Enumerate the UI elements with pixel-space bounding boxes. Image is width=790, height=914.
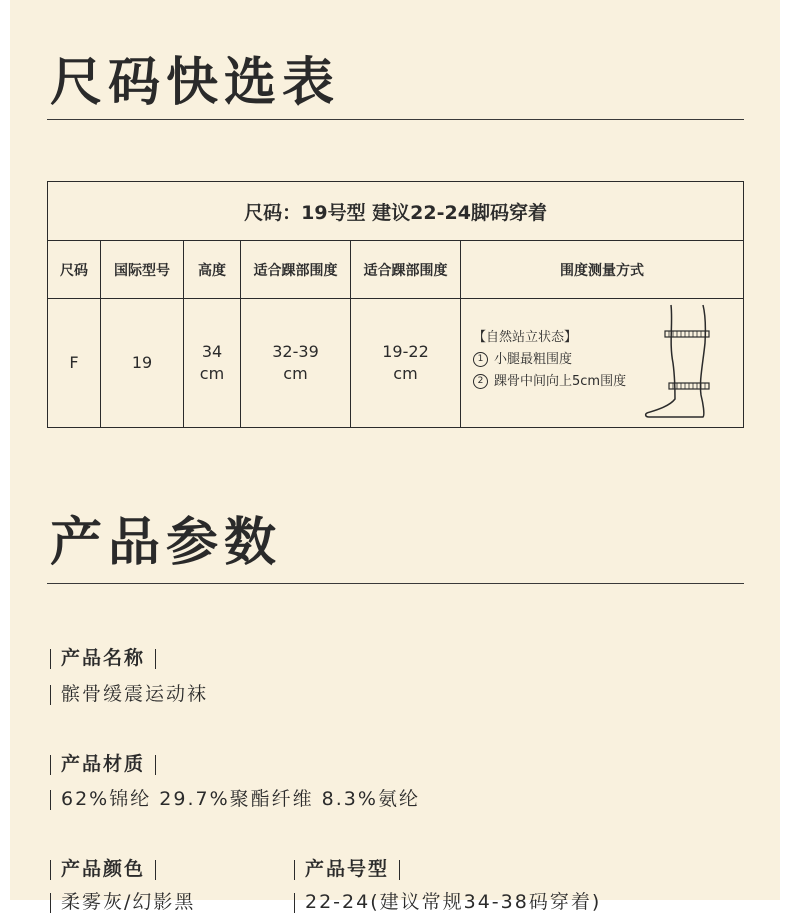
name-label: 产品名称	[61, 647, 146, 669]
params-divider	[47, 583, 744, 584]
cell-ankle	[351, 299, 461, 428]
label-bar	[50, 649, 51, 669]
label-bar	[294, 860, 295, 880]
params-title: 产品参数	[50, 513, 283, 573]
cell-method	[461, 299, 744, 428]
method-heading: 【自然站立状态】	[473, 330, 578, 345]
material-value: 62%锦纶 29.7%聚酯纤维 8.3%氨纶	[61, 788, 420, 810]
size-chart-title: 尺码快选表	[50, 53, 341, 113]
color-label-row	[50, 854, 166, 881]
label-bar	[50, 755, 51, 775]
page-background	[10, 0, 780, 913]
method-step-1	[473, 349, 626, 371]
step-1-number: 1	[473, 352, 488, 367]
leg-measurement-icon	[643, 303, 715, 421]
label-bar	[155, 649, 156, 669]
column-header-size: 尺码	[48, 241, 101, 299]
cell-size: F	[48, 299, 101, 428]
cell-ankle-unit: cm	[393, 364, 418, 383]
table-row	[48, 299, 744, 428]
step-1-text: 小腿最粗围度	[494, 352, 573, 367]
cell-height	[184, 299, 241, 428]
material-value-row	[50, 784, 420, 811]
model-value: 22-24(建议常规34-38码穿着)	[305, 891, 602, 913]
material-label: 产品材质	[61, 753, 146, 775]
color-label: 产品颜色	[61, 858, 146, 880]
value-bar	[294, 893, 295, 913]
column-header-method: 围度测量方式	[461, 241, 744, 299]
label-bar	[50, 860, 51, 880]
column-header-intl: 国际型号	[101, 241, 184, 299]
label-bar	[155, 755, 156, 775]
name-value-row	[50, 679, 208, 706]
label-bar	[399, 860, 400, 880]
cell-height-value: 34	[201, 342, 223, 361]
cell-calf	[241, 299, 351, 428]
title-divider	[47, 119, 744, 120]
column-header-ankle: 适合踝部围度	[351, 241, 461, 299]
color-value: 柔雾灰/幻影黑	[61, 891, 196, 913]
cell-calf-unit: cm	[283, 364, 308, 383]
method-step-2	[473, 371, 626, 393]
name-label-row	[50, 643, 166, 670]
column-header-height: 高度	[184, 241, 241, 299]
model-label: 产品号型	[305, 858, 390, 880]
size-table	[47, 181, 744, 428]
step-2-number: 2	[473, 374, 488, 389]
cell-calf-value: 32-39	[272, 342, 319, 361]
cell-height-unit: cm	[199, 364, 225, 383]
step-2-text: 踝骨中间向上5cm围度	[494, 374, 627, 389]
color-value-row	[50, 887, 195, 914]
method-text	[473, 327, 626, 393]
model-value-row	[294, 887, 601, 914]
cell-intl: 19	[101, 299, 184, 428]
value-bar	[50, 893, 51, 913]
value-bar	[50, 790, 51, 810]
label-bar	[155, 860, 156, 880]
cell-ankle-value: 19-22	[382, 342, 429, 361]
model-label-row	[294, 854, 410, 881]
size-table-title: 尺码：19号型 建议22-24脚码穿着	[48, 182, 744, 241]
column-header-calf: 适合踝部围度	[241, 241, 351, 299]
value-bar	[50, 685, 51, 705]
material-label-row	[50, 749, 166, 776]
name-value: 髌骨缓震运动袜	[61, 683, 209, 705]
